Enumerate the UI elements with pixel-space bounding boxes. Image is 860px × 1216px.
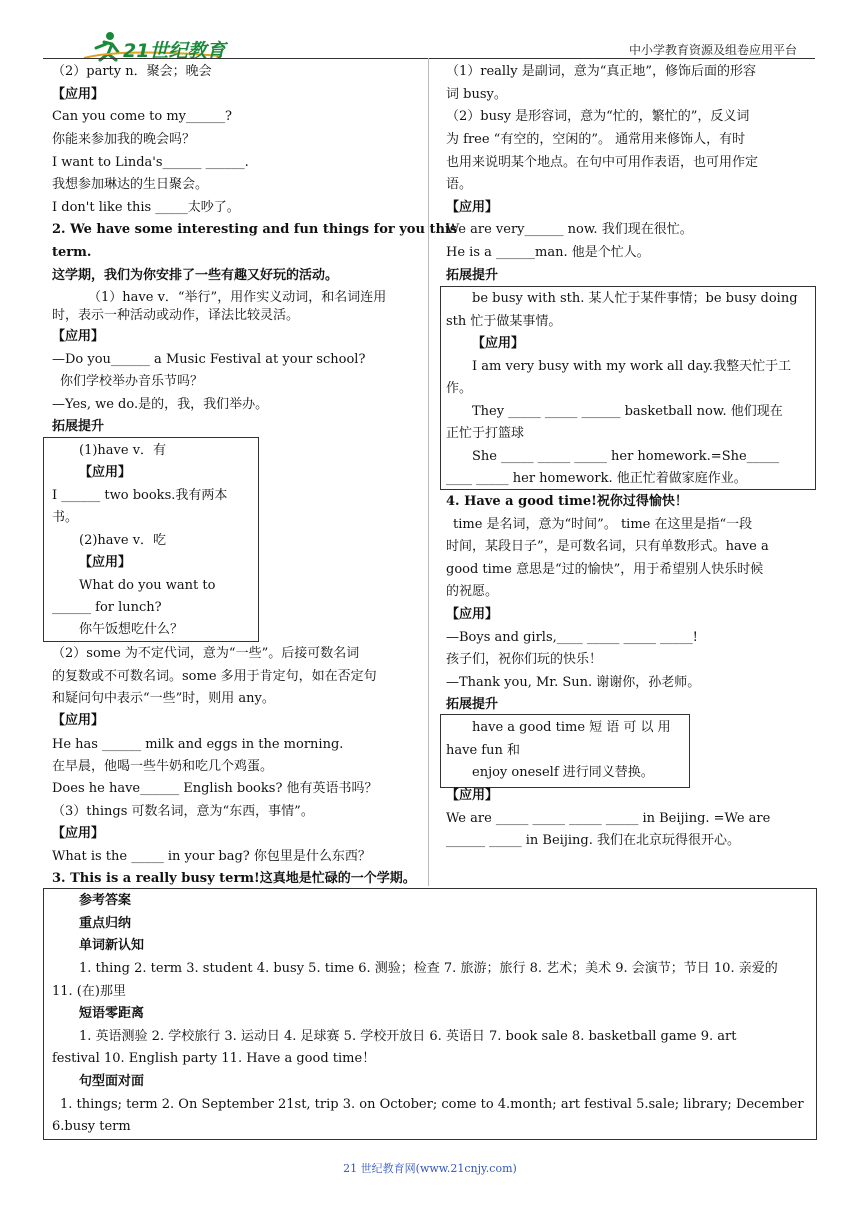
left-line: 的复数或不可数名词。some 多用于肯定句，如在否定句 [52, 669, 377, 684]
answer-line: 6.busy term [52, 1119, 131, 1134]
left-line: What do you want to [79, 578, 216, 593]
left-line: Can you come to my______? [52, 109, 232, 124]
right-line: （2）busy 是形容词，意为“忙的，繁忙的”，反义词 [446, 109, 750, 124]
right-line: time 是名词，意为“时间”。 time 在这里是指“一段 [453, 517, 753, 532]
left-line: Does he have______ English books? 他有英语书吗？ [52, 781, 378, 796]
answer-heading: 单词新认知 [79, 938, 145, 953]
right-line: good time 意思是“过的愉快”，用于希望别人快乐时候 [446, 562, 764, 577]
answer-line: 1. thing 2. term 3. student 4. busy 5. time 6. 测验；检查 7. 旅游；旅行 8. 艺术；美术 9. 会演节；节日 10. 亲爱的 [79, 961, 778, 976]
sentence-heading: term. [52, 245, 92, 260]
page-footer: 21 世纪教育网(www.21cnjy.com) [343, 1162, 517, 1175]
answer-heading: 句型面对面 [79, 1074, 145, 1089]
left-line: ______ for lunch? [52, 600, 162, 615]
answer-heading: 参考答案 [79, 893, 132, 908]
left-line: (1)have v．有 [79, 443, 167, 458]
right-line: 作。 [446, 381, 473, 396]
right-line: ____ _____ her homework. 他正忙着做家庭作业。 [446, 471, 747, 486]
section-label: 拓展提升 [446, 697, 499, 712]
left-line: 你们学校举办音乐节吗？ [60, 374, 204, 389]
column-divider [428, 58, 429, 886]
answer-line: festival 10. English party 11. Have a good time！ [52, 1051, 376, 1066]
right-line: 时间，某段日子”，是可数名词，只有单数形式。have a [446, 539, 769, 554]
left-line: —Yes, we do.是的，我，我们举办。 [52, 397, 269, 412]
sentence-heading: 3. This is a really busy term!这真地是忙碌的一个学期。 [52, 871, 416, 886]
section-label: 【应用】 [52, 713, 105, 728]
right-line: ______ _____ in Beijing. 我们在北京玩得很开心。 [446, 833, 740, 848]
section-label: 【应用】 [79, 555, 132, 570]
section-label: 【应用】 [446, 788, 499, 803]
right-line: sth 忙于做某事情。 [446, 314, 562, 329]
section-label: 【应用】 [52, 329, 105, 344]
left-line: He has ______ milk and eggs in the morning. [52, 737, 344, 752]
right-line: He is a ______man. 他是个忙人。 [446, 245, 650, 260]
left-line: 时，表示一种活动或动作，译法比较灵活。 [52, 308, 300, 323]
left-line: 和疑问句中表示“一些”时，则用 any。 [52, 691, 275, 706]
left-line: 你能来参加我的晚会吗？ [52, 132, 196, 147]
answer-line: 11. (在)那里 [52, 984, 126, 999]
left-line: （2）party n．聚会；晚会 [52, 64, 212, 79]
right-line: 为 free “有空的，空闲的”。 通常用来修饰人，有时 [446, 132, 746, 147]
right-line: —Thank you, Mr. Sun. 谢谢你，孙老师。 [446, 675, 701, 690]
right-line: have fun 和 [446, 743, 520, 758]
right-line: （1）really 是副词，意为“真正地”，修饰后面的形容 [446, 64, 757, 79]
answer-heading: 短语零距离 [79, 1006, 145, 1021]
right-line: 正忙于打篮球 [446, 426, 525, 441]
right-line: I am very busy with my work all day.我整天忙于工 [472, 359, 792, 374]
sentence-heading: 4. Have a good time!祝你过得愉快！ [446, 494, 688, 509]
right-line: 词 busy。 [446, 87, 507, 102]
right-line: 也用来说明某个地点。在句中可用作表语，也可用作定 [446, 155, 759, 170]
section-label: 【应用】 [446, 200, 499, 215]
right-line: 语。 [446, 177, 473, 192]
left-line: I want to Linda's______ ______. [52, 155, 249, 170]
right-line: 孩子们，祝你们玩的快乐！ [446, 652, 603, 667]
section-label: 【应用】 [52, 87, 105, 102]
sentence-heading: 这学期，我们为你安排了一些有趣又好玩的活动。 [52, 268, 339, 283]
answer-line: 1. things; term 2. On September 21st, trip 3. on October; come to 4.month; art festival 5.sale; library; December [60, 1097, 804, 1112]
left-line: （3）things 可数名词，意为“东西，事情”。 [52, 804, 314, 819]
right-line: be busy with sth. 某人忙于某件事情；be busy doing [472, 291, 798, 306]
left-line: 你午饭想吃什么？ [79, 622, 184, 637]
section-label: 【应用】 [52, 826, 105, 841]
left-line: —Do you______ a Music Festival at your school? [52, 352, 366, 367]
right-line: We are very______ now. 我们现在很忙。 [446, 222, 693, 237]
left-line: （2）some 为不定代词，意为“一些”。后接可数名词 [52, 646, 360, 661]
sentence-heading: 2. We have some interesting and fun things for you this [52, 222, 458, 237]
left-line: 我想参加琳达的生日聚会。 [52, 177, 209, 192]
left-line: 书。 [52, 510, 79, 525]
left-line: (2)have v．吃 [79, 533, 167, 548]
right-line: enjoy oneself 进行同义替换。 [472, 765, 654, 780]
left-line: What is the _____ in your bag? 你包里是什么东西？ [52, 849, 371, 864]
right-line: have a good time 短 语 可 以 用 [472, 720, 671, 735]
left-line: I ______ two books.我有两本 [52, 488, 228, 503]
answer-line: 1. 英语测验 2. 学校旅行 3. 运动日 4. 足球赛 5. 学校开放日 6. 英语日 7. book sale 8. basketball game 9. art [79, 1029, 737, 1044]
section-label: 【应用】 [446, 607, 499, 622]
right-line: We are _____ _____ _____ _____ in Beijing. =We are [446, 811, 771, 826]
section-label: 拓展提升 [446, 268, 499, 283]
left-line: I don't like this _____太吵了。 [52, 200, 240, 215]
left-line: （1）have v．“举行”，用作实义动词，和名词连用 [88, 290, 387, 305]
right-line: They _____ _____ ______ basketball now. 他们现在 [472, 404, 783, 419]
header-divider [43, 58, 815, 59]
right-line: 的祝愿。 [446, 584, 499, 599]
right-line: —Boys and girls,____ _____ _____ _____! [446, 630, 698, 645]
brand-name: 21世纪教育 [123, 40, 226, 62]
site-name: 中小学教育资源及组卷应用平台 [628, 43, 797, 57]
answer-heading: 重点归纳 [79, 916, 132, 931]
section-label: 【应用】 [79, 465, 132, 480]
section-label: 拓展提升 [52, 419, 105, 434]
left-line: 在早晨，他喝一些牛奶和吃几个鸡蛋。 [52, 759, 274, 774]
right-line: She _____ _____ _____ her homework.=She_____ [472, 449, 780, 464]
section-label: 【应用】 [472, 336, 525, 351]
